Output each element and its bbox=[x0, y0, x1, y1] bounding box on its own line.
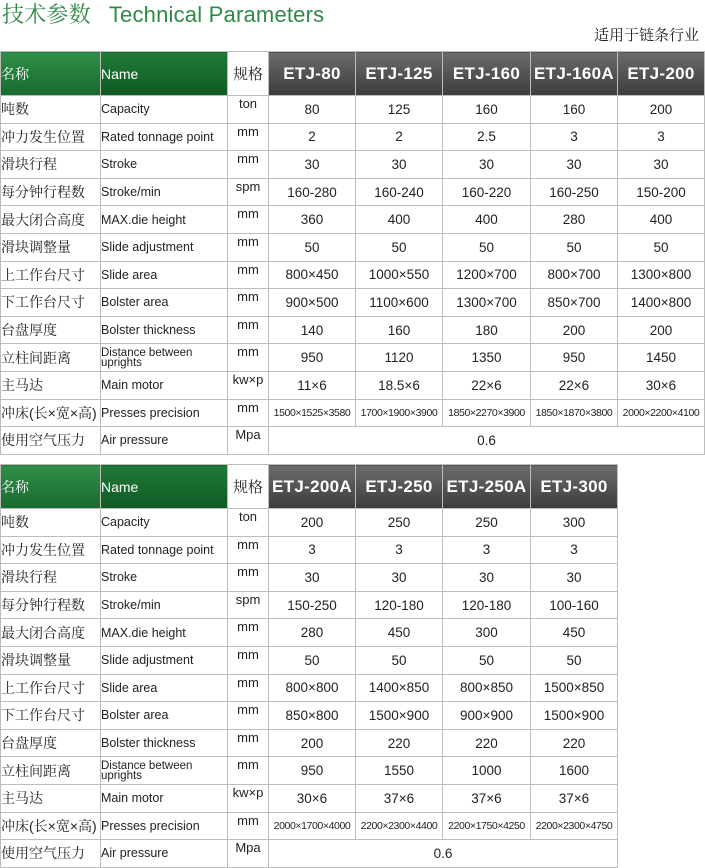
value-cell: 1550 bbox=[356, 757, 443, 785]
value-cell: 220 bbox=[443, 729, 531, 757]
value-cell: 1300×800 bbox=[618, 261, 705, 289]
value-cell: 160-280 bbox=[269, 178, 356, 206]
value-cell: 120-180 bbox=[356, 591, 443, 619]
value-cell: 1500×850 bbox=[531, 674, 618, 702]
param-name-cn: 主马达 bbox=[1, 371, 101, 399]
page-title-cn: 技术参数 bbox=[2, 2, 91, 27]
value-cell: 22×6 bbox=[531, 371, 618, 399]
value-cell: 280 bbox=[269, 619, 356, 647]
param-name-en: Capacity bbox=[101, 509, 228, 537]
value-cell: 125 bbox=[356, 96, 443, 124]
value-cell: 160 bbox=[443, 96, 531, 124]
spec-table-1 bbox=[0, 51, 705, 455]
value-cell: 1850×2270×3900 bbox=[443, 399, 531, 427]
param-name-en: Main motor bbox=[101, 371, 228, 399]
value-cell: 2200×2300×4750 bbox=[531, 812, 618, 840]
param-name-en: Presses precision bbox=[101, 812, 228, 840]
table-row bbox=[1, 344, 705, 372]
value-cell: 140 bbox=[269, 316, 356, 344]
value-cell: 300 bbox=[531, 509, 618, 537]
param-name-cn: 每分钟行程数 bbox=[1, 178, 101, 206]
table-row bbox=[1, 427, 705, 455]
value-cell: 3 bbox=[531, 123, 618, 151]
header-row bbox=[1, 52, 705, 96]
value-cell: 160-240 bbox=[356, 178, 443, 206]
table-row bbox=[1, 96, 705, 124]
param-name-en: Air pressure bbox=[101, 840, 228, 868]
param-name-cn: 台盘厚度 bbox=[1, 316, 101, 344]
value-cell: 11×6 bbox=[269, 371, 356, 399]
param-name-en: Presses precision bbox=[101, 399, 228, 427]
param-unit: mm bbox=[228, 151, 269, 179]
param-name-en: Slide area bbox=[101, 674, 228, 702]
value-cell: 3 bbox=[269, 536, 356, 564]
table-row bbox=[1, 702, 618, 730]
param-name-en: Distance between uprights bbox=[101, 344, 228, 372]
param-name-cn: 滑块行程 bbox=[1, 151, 101, 179]
value-cell: 850×800 bbox=[269, 702, 356, 730]
param-unit: mm bbox=[228, 233, 269, 261]
value-cell: 1300×700 bbox=[443, 289, 531, 317]
value-cell: 50 bbox=[269, 646, 356, 674]
table-row bbox=[1, 812, 618, 840]
value-cell: 180 bbox=[443, 316, 531, 344]
param-name-cn: 最大闭合高度 bbox=[1, 206, 101, 234]
table-row bbox=[1, 536, 618, 564]
param-name-cn: 滑块调整量 bbox=[1, 233, 101, 261]
value-cell: 3 bbox=[443, 536, 531, 564]
model-header: ETJ-250 bbox=[356, 465, 443, 509]
value-cell: 2000×2200×4100 bbox=[618, 399, 705, 427]
param-name-cn: 每分钟行程数 bbox=[1, 591, 101, 619]
value-cell: 200 bbox=[618, 96, 705, 124]
value-cell: 37×6 bbox=[356, 784, 443, 812]
table-row bbox=[1, 371, 705, 399]
param-unit: kw×p bbox=[228, 784, 269, 812]
table-row bbox=[1, 757, 618, 785]
table-row bbox=[1, 646, 618, 674]
value-cell: 1120 bbox=[356, 344, 443, 372]
param-name-cn: 上工作台尺寸 bbox=[1, 674, 101, 702]
param-unit: Mpa bbox=[228, 427, 269, 455]
param-name-en: Stroke bbox=[101, 564, 228, 592]
value-cell: 30×6 bbox=[269, 784, 356, 812]
table-row bbox=[1, 289, 705, 317]
value-cell: 50 bbox=[356, 646, 443, 674]
table-row bbox=[1, 233, 705, 261]
value-cell: 200 bbox=[618, 316, 705, 344]
value-cell: 1000×550 bbox=[356, 261, 443, 289]
value-cell: 250 bbox=[443, 509, 531, 537]
value-cell: 1450 bbox=[618, 344, 705, 372]
table-row bbox=[1, 261, 705, 289]
param-name-en: Slide area bbox=[101, 261, 228, 289]
param-name-en: Slide adjustment bbox=[101, 233, 228, 261]
value-cell: 1200×700 bbox=[443, 261, 531, 289]
param-name-en: Air pressure bbox=[101, 427, 228, 455]
param-unit: mm bbox=[228, 812, 269, 840]
value-cell: 200 bbox=[269, 509, 356, 537]
value-cell: 280 bbox=[531, 206, 618, 234]
param-unit: mm bbox=[228, 261, 269, 289]
param-name-en: Distance between uprights bbox=[101, 757, 228, 785]
param-name-cn: 最大闭合高度 bbox=[1, 619, 101, 647]
value-cell: 18.5×6 bbox=[356, 371, 443, 399]
value-cell: 400 bbox=[618, 206, 705, 234]
param-name-en: Capacity bbox=[101, 96, 228, 124]
value-cell: 100-160 bbox=[531, 591, 618, 619]
param-name-en: Slide adjustment bbox=[101, 646, 228, 674]
value-cell: 30 bbox=[443, 564, 531, 592]
value-cell: 2 bbox=[269, 123, 356, 151]
param-name-cn: 冲床(长×宽×高) bbox=[1, 812, 101, 840]
value-cell: 30 bbox=[443, 151, 531, 179]
value-cell: 2000×1700×4000 bbox=[269, 812, 356, 840]
model-header: ETJ-200A bbox=[269, 465, 356, 509]
industry-subtitle: 适用于链条行业 bbox=[593, 27, 699, 44]
value-cell: 900×500 bbox=[269, 289, 356, 317]
value-cell: 950 bbox=[269, 344, 356, 372]
param-name-cn: 使用空气压力 bbox=[1, 840, 101, 868]
param-name-cn: 下工作台尺寸 bbox=[1, 702, 101, 730]
param-unit: spm bbox=[228, 178, 269, 206]
value-cell: 37×6 bbox=[531, 784, 618, 812]
value-cell: 900×900 bbox=[443, 702, 531, 730]
value-cell: 220 bbox=[356, 729, 443, 757]
model-header: ETJ-250A bbox=[443, 465, 531, 509]
param-unit: kw×p bbox=[228, 371, 269, 399]
param-name-en: MAX.die height bbox=[101, 206, 228, 234]
value-cell: 1000 bbox=[443, 757, 531, 785]
model-header: ETJ-300 bbox=[531, 465, 618, 509]
model-header: ETJ-80 bbox=[269, 52, 356, 96]
air-pressure-value: 0.6 bbox=[269, 840, 618, 868]
table-row bbox=[1, 840, 618, 868]
value-cell: 150-200 bbox=[618, 178, 705, 206]
param-name-cn: 冲力发生位置 bbox=[1, 536, 101, 564]
param-name-cn: 下工作台尺寸 bbox=[1, 289, 101, 317]
table-row bbox=[1, 591, 618, 619]
value-cell: 950 bbox=[531, 344, 618, 372]
table-row bbox=[1, 123, 705, 151]
param-name-cn: 吨数 bbox=[1, 509, 101, 537]
param-name-en: Stroke/min bbox=[101, 591, 228, 619]
value-cell: 22×6 bbox=[443, 371, 531, 399]
param-name-en: Stroke bbox=[101, 151, 228, 179]
param-name-en: Rated tonnage point bbox=[101, 536, 228, 564]
value-cell: 30×6 bbox=[618, 371, 705, 399]
param-unit: ton bbox=[228, 509, 269, 537]
table-row bbox=[1, 729, 618, 757]
table-row bbox=[1, 206, 705, 234]
value-cell: 150-250 bbox=[269, 591, 356, 619]
value-cell: 50 bbox=[269, 233, 356, 261]
value-cell: 1700×1900×3900 bbox=[356, 399, 443, 427]
value-cell: 1500×900 bbox=[356, 702, 443, 730]
value-cell: 30 bbox=[269, 151, 356, 179]
model-header: ETJ-200 bbox=[618, 52, 705, 96]
value-cell: 300 bbox=[443, 619, 531, 647]
param-name-en: Stroke/min bbox=[101, 178, 228, 206]
header-spec: 规格 bbox=[228, 465, 269, 509]
value-cell: 160-250 bbox=[531, 178, 618, 206]
value-cell: 250 bbox=[356, 509, 443, 537]
value-cell: 50 bbox=[618, 233, 705, 261]
value-cell: 1600 bbox=[531, 757, 618, 785]
param-name-en: Bolster area bbox=[101, 289, 228, 317]
value-cell: 1850×1870×3800 bbox=[531, 399, 618, 427]
value-cell: 50 bbox=[443, 233, 531, 261]
value-cell: 30 bbox=[618, 151, 705, 179]
value-cell: 37×6 bbox=[443, 784, 531, 812]
value-cell: 450 bbox=[356, 619, 443, 647]
value-cell: 160 bbox=[531, 96, 618, 124]
value-cell: 800×800 bbox=[269, 674, 356, 702]
table-row bbox=[1, 674, 618, 702]
value-cell: 3 bbox=[618, 123, 705, 151]
table-row bbox=[1, 509, 618, 537]
model-header: ETJ-160 bbox=[443, 52, 531, 96]
param-name-cn: 冲力发生位置 bbox=[1, 123, 101, 151]
param-unit: mm bbox=[228, 123, 269, 151]
value-cell: 50 bbox=[443, 646, 531, 674]
value-cell: 2 bbox=[356, 123, 443, 151]
value-cell: 1400×800 bbox=[618, 289, 705, 317]
value-cell: 1500×1525×3580 bbox=[269, 399, 356, 427]
param-name-en: Bolster area bbox=[101, 702, 228, 730]
value-cell: 30 bbox=[356, 151, 443, 179]
value-cell: 950 bbox=[269, 757, 356, 785]
model-header: ETJ-125 bbox=[356, 52, 443, 96]
table-row bbox=[1, 619, 618, 647]
param-name-cn: 吨数 bbox=[1, 96, 101, 124]
header-name-en: Name bbox=[101, 465, 228, 509]
value-cell: 30 bbox=[356, 564, 443, 592]
value-cell: 360 bbox=[269, 206, 356, 234]
param-unit: mm bbox=[228, 289, 269, 317]
param-unit: mm bbox=[228, 702, 269, 730]
param-name-cn: 滑块行程 bbox=[1, 564, 101, 592]
header-name-en: Name bbox=[101, 52, 228, 96]
param-unit: mm bbox=[228, 619, 269, 647]
param-unit: mm bbox=[228, 536, 269, 564]
value-cell: 160-220 bbox=[443, 178, 531, 206]
value-cell: 80 bbox=[269, 96, 356, 124]
header-name-cn: 名称 bbox=[1, 52, 101, 96]
table-row bbox=[1, 564, 618, 592]
value-cell: 160 bbox=[356, 316, 443, 344]
value-cell: 220 bbox=[531, 729, 618, 757]
param-unit: mm bbox=[228, 206, 269, 234]
param-name-cn: 主马达 bbox=[1, 784, 101, 812]
param-name-cn: 滑块调整量 bbox=[1, 646, 101, 674]
spec-table-2 bbox=[0, 464, 618, 868]
table-row bbox=[1, 784, 618, 812]
param-unit: spm bbox=[228, 591, 269, 619]
header-row bbox=[1, 465, 618, 509]
value-cell: 850×700 bbox=[531, 289, 618, 317]
page-title-en: Technical Parameters bbox=[108, 2, 325, 27]
param-unit: mm bbox=[228, 729, 269, 757]
header-name-cn: 名称 bbox=[1, 465, 101, 509]
param-unit: Mpa bbox=[228, 840, 269, 868]
model-header: ETJ-160A bbox=[531, 52, 618, 96]
value-cell: 2200×2300×4400 bbox=[356, 812, 443, 840]
param-unit: mm bbox=[228, 757, 269, 785]
table-row bbox=[1, 178, 705, 206]
table-row bbox=[1, 316, 705, 344]
value-cell: 2200×1750×4250 bbox=[443, 812, 531, 840]
value-cell: 800×850 bbox=[443, 674, 531, 702]
value-cell: 1500×900 bbox=[531, 702, 618, 730]
param-name-cn: 上工作台尺寸 bbox=[1, 261, 101, 289]
value-cell: 400 bbox=[356, 206, 443, 234]
value-cell: 50 bbox=[356, 233, 443, 261]
value-cell: 200 bbox=[269, 729, 356, 757]
param-name-en: Main motor bbox=[101, 784, 228, 812]
value-cell: 1400×850 bbox=[356, 674, 443, 702]
header-spec: 规格 bbox=[228, 52, 269, 96]
value-cell: 30 bbox=[531, 564, 618, 592]
param-name-en: Rated tonnage point bbox=[101, 123, 228, 151]
param-name-en: Bolster thickness bbox=[101, 729, 228, 757]
value-cell: 30 bbox=[531, 151, 618, 179]
param-unit: mm bbox=[228, 399, 269, 427]
value-cell: 30 bbox=[269, 564, 356, 592]
value-cell: 200 bbox=[531, 316, 618, 344]
param-unit: mm bbox=[228, 646, 269, 674]
value-cell: 3 bbox=[531, 536, 618, 564]
value-cell: 50 bbox=[531, 233, 618, 261]
param-unit: mm bbox=[228, 316, 269, 344]
param-unit: mm bbox=[228, 564, 269, 592]
param-unit: mm bbox=[228, 344, 269, 372]
value-cell: 450 bbox=[531, 619, 618, 647]
value-cell: 400 bbox=[443, 206, 531, 234]
page-title bbox=[2, 0, 324, 29]
value-cell: 50 bbox=[531, 646, 618, 674]
param-name-cn: 台盘厚度 bbox=[1, 729, 101, 757]
table-row bbox=[1, 151, 705, 179]
value-cell: 3 bbox=[356, 536, 443, 564]
param-name-en: Bolster thickness bbox=[101, 316, 228, 344]
value-cell: 1100×600 bbox=[356, 289, 443, 317]
value-cell: 800×700 bbox=[531, 261, 618, 289]
table-row bbox=[1, 399, 705, 427]
param-name-cn: 冲床(长×宽×高) bbox=[1, 399, 101, 427]
param-name-cn: 立柱间距离 bbox=[1, 344, 101, 372]
value-cell: 2.5 bbox=[443, 123, 531, 151]
param-name-en: MAX.die height bbox=[101, 619, 228, 647]
param-unit: ton bbox=[228, 96, 269, 124]
value-cell: 120-180 bbox=[443, 591, 531, 619]
air-pressure-value: 0.6 bbox=[269, 427, 705, 455]
value-cell: 1350 bbox=[443, 344, 531, 372]
param-name-cn: 使用空气压力 bbox=[1, 427, 101, 455]
param-name-cn: 立柱间距离 bbox=[1, 757, 101, 785]
value-cell: 800×450 bbox=[269, 261, 356, 289]
param-unit: mm bbox=[228, 674, 269, 702]
